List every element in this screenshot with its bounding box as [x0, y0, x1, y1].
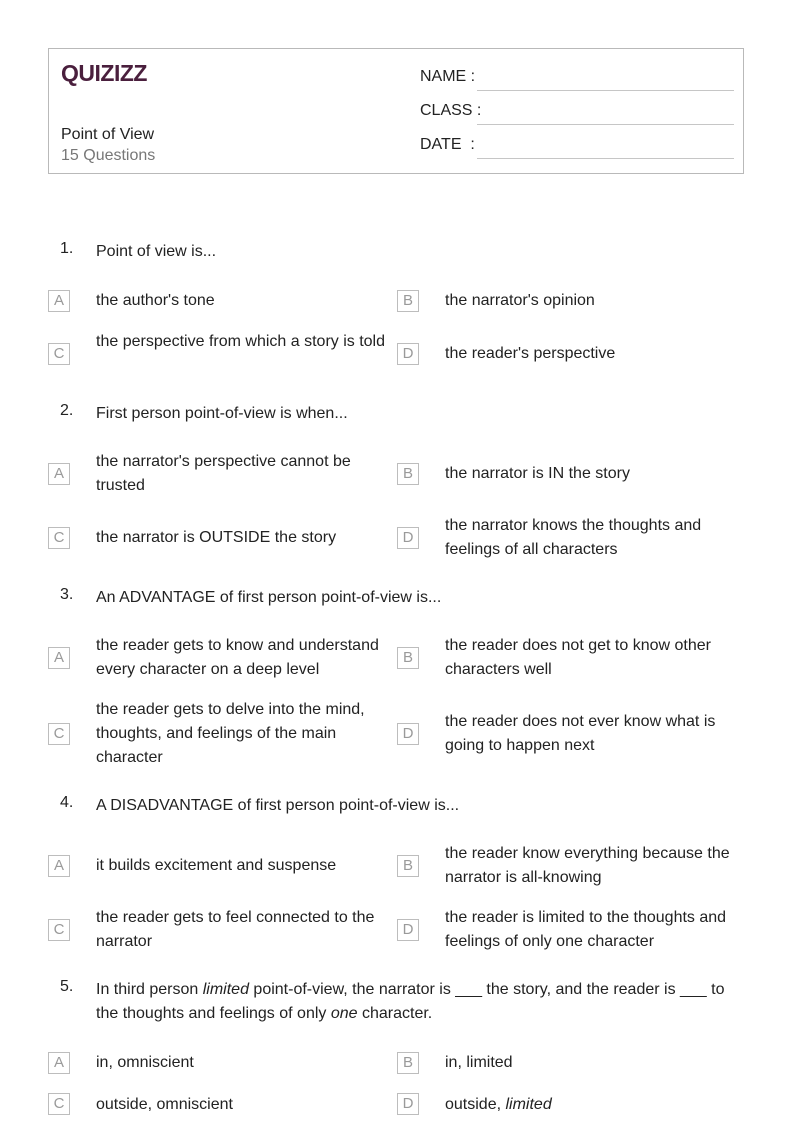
option-text: the narrator's opinion [445, 292, 595, 309]
q4-option-c[interactable] [48, 906, 397, 954]
option-text: the reader does not ever know what is going to happen next [445, 713, 716, 754]
option-text: the reader gets to feel connected to the narrator [96, 909, 375, 950]
option-letter-box: C [48, 1093, 70, 1115]
option-letter-box: C [48, 723, 70, 745]
option-text: in, limited [445, 1054, 513, 1071]
option-text: outside, limited [445, 1096, 552, 1113]
class-label: CLASS : [420, 102, 482, 119]
option-letter-box: A [48, 647, 70, 669]
worksheet-title: Point of View [61, 126, 155, 143]
option-text: the perspective from which a story is told [96, 333, 386, 350]
class-line[interactable] [477, 124, 734, 125]
option-letter-box: D [397, 527, 419, 549]
question-number: 1. [60, 240, 74, 257]
question-text: A DISADVANTAGE of first person point-of-view is... [96, 797, 460, 814]
option-letter-box: A [48, 290, 70, 312]
option-letter-box: C [48, 919, 70, 941]
option-text: the author's tone [96, 292, 215, 309]
q3-option-b[interactable] [397, 634, 746, 682]
option-text: the reader's perspective [445, 345, 616, 362]
option-text: the narrator knows the thoughts and feelings of all characters [445, 517, 702, 558]
option-letter-box: D [397, 919, 419, 941]
quizizz-logo [61, 59, 153, 87]
date-line[interactable] [477, 158, 734, 159]
option-letter-box: B [397, 647, 419, 669]
q2-option-d[interactable] [397, 514, 746, 562]
name-label: NAME : [420, 68, 476, 85]
question-text: First person point-of-view is when... [96, 405, 348, 422]
option-text: the narrator is OUTSIDE the story [96, 529, 337, 546]
option-letter-box: A [48, 855, 70, 877]
option-text: in, omniscient [96, 1054, 194, 1071]
q2-option-a[interactable] [48, 450, 397, 498]
option-letter-box: D [397, 723, 419, 745]
date-field[interactable] [420, 136, 734, 160]
option-letter-box: D [397, 343, 419, 365]
question-number: 2. [60, 402, 74, 419]
question-text: Point of view is... [96, 243, 217, 260]
question-text: In third person limited point-of-view, the narrator is ___ the story, and the reader is ___ to the thoughts and feelings of only one character. [96, 981, 725, 1022]
svg-text:QUIZIZZ: QUIZIZZ [61, 60, 147, 86]
question-number: 3. [60, 586, 74, 603]
q4-option-b[interactable] [397, 842, 746, 890]
q3-option-a[interactable] [48, 634, 397, 682]
option-letter-box: A [48, 1052, 70, 1074]
option-text: the reader is limited to the thoughts and feelings of only one character [445, 909, 727, 950]
question-number: 4. [60, 794, 74, 811]
class-field[interactable] [420, 102, 734, 126]
name-field[interactable] [420, 68, 734, 92]
option-text: the narrator is IN the story [445, 465, 630, 482]
question-number: 5. [60, 978, 74, 995]
q3-option-d[interactable] [397, 710, 746, 758]
question-text: An ADVANTAGE of first person point-of-view is... [96, 589, 442, 606]
option-letter-box: B [397, 855, 419, 877]
option-letter-box: B [397, 1052, 419, 1074]
name-line[interactable] [477, 90, 734, 91]
option-letter-box: D [397, 1093, 419, 1115]
q3-option-c[interactable] [48, 701, 397, 766]
option-text: the reader know everything because the narrator is all-knowing [445, 845, 730, 886]
date-label: DATE : [420, 136, 475, 153]
q1-option-a[interactable] [48, 277, 397, 325]
q2-option-c[interactable] [48, 514, 397, 562]
option-text: the reader gets to know and understand every character on a deep level [96, 637, 379, 678]
q5-option-c[interactable] [48, 1070, 397, 1118]
q1-option-b[interactable] [397, 277, 746, 325]
q1-option-c[interactable] [48, 330, 397, 378]
option-text: the narrator's perspective cannot be trusted [96, 453, 351, 494]
q2-option-b[interactable] [397, 450, 746, 498]
option-text: it builds excitement and suspense [96, 857, 337, 874]
option-text: outside, omniscient [96, 1096, 233, 1113]
option-letter-box: A [48, 463, 70, 485]
option-letter-box: C [48, 343, 70, 365]
q4-option-a[interactable] [48, 842, 397, 890]
q1-option-d[interactable] [397, 330, 746, 378]
option-letter-box: B [397, 463, 419, 485]
option-text: the reader gets to delve into the mind, thoughts, and feelings of the main character [96, 701, 365, 766]
question-count: 15 Questions [61, 147, 156, 164]
option-letter-box: C [48, 527, 70, 549]
option-text: the reader does not get to know other characters well [445, 637, 711, 678]
option-letter-box: B [397, 290, 419, 312]
q4-option-d[interactable] [397, 906, 746, 954]
q5-option-d[interactable] [397, 1070, 746, 1118]
worksheet-header [48, 48, 744, 174]
